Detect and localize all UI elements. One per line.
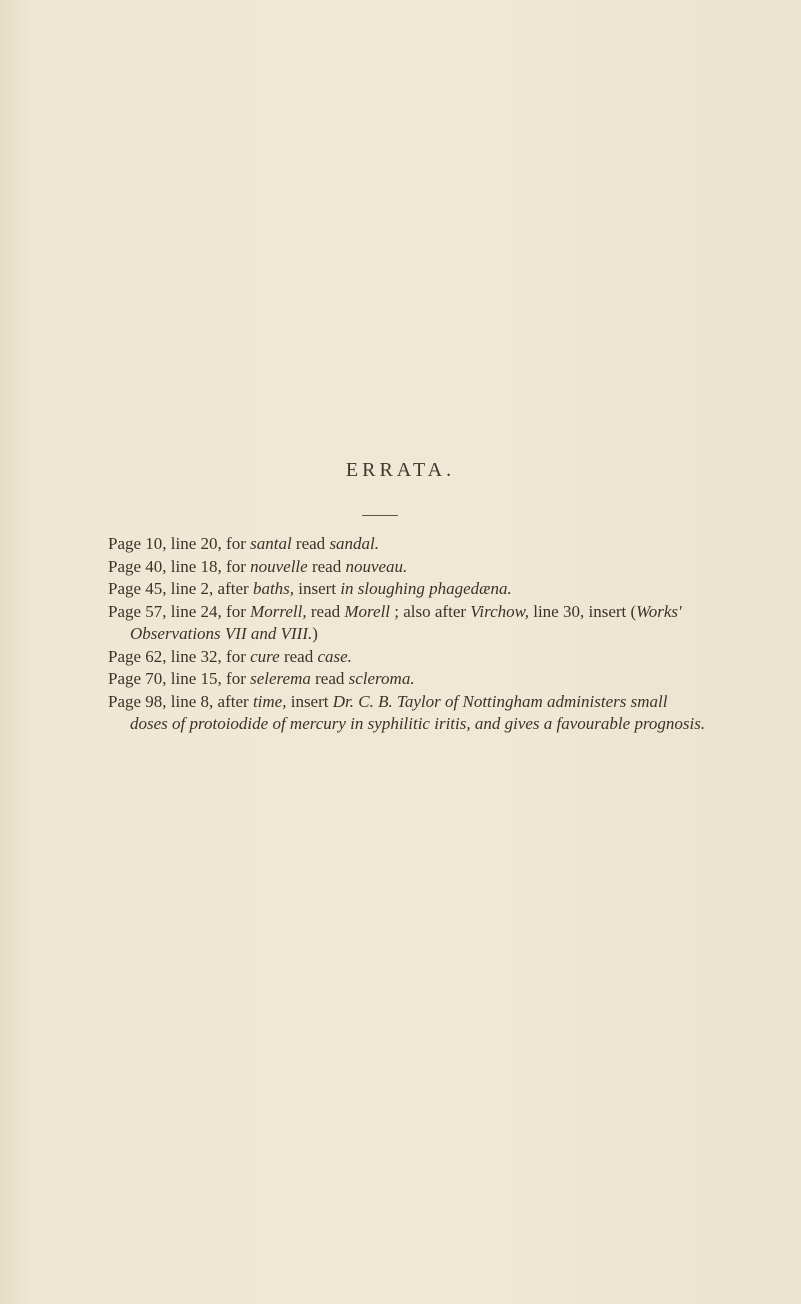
errata-text: insert [294, 579, 341, 598]
errata-text: Page 62, line 32, for [108, 646, 251, 666]
errata-entry [108, 646, 708, 669]
errata-entry [108, 691, 708, 736]
errata-text: Page 70, line 15, for [108, 669, 251, 688]
errata-text: read [279, 646, 318, 666]
errata-list [108, 533, 708, 736]
errata-text: read [310, 669, 349, 688]
errata-text: Page 45, line 2, after [108, 579, 253, 598]
errata-text: Page 10, line 20, for [108, 534, 251, 553]
title-divider [362, 515, 398, 516]
page-title: ERRATA. [345, 459, 456, 481]
errata-italic-text: nouveau. [345, 556, 408, 576]
errata-entry [108, 556, 708, 579]
errata-italic-text: Morrell, [250, 601, 307, 621]
errata-italic-text: selerema [250, 669, 311, 688]
errata-entry [108, 601, 708, 646]
errata-italic-text: Virchow, [470, 601, 529, 621]
errata-text: Page 57, line 24, for [108, 601, 251, 621]
errata-italic-text: sandal. [329, 534, 380, 553]
errata-text: ; also after [390, 601, 471, 621]
errata-italic-text: time, [252, 691, 287, 711]
errata-text: read [306, 601, 345, 621]
errata-italic-text: Works' Observations VII and VIII. [130, 601, 682, 643]
errata-text: line 30, insert ( [528, 601, 637, 621]
errata-italic-text: santal [250, 534, 292, 553]
errata-text: insert [286, 691, 333, 711]
errata-italic-text: nouvelle [250, 556, 308, 576]
errata-italic-text: Dr. C. B. Taylor of Nottingham administers small doses of protoiodide of mercury in syphilitic iritis, and gives a favourable prognosis. [130, 691, 706, 733]
errata-italic-text: Morell [344, 601, 391, 621]
errata-italic-text: cure [250, 646, 280, 666]
errata-text: read [307, 556, 346, 576]
errata-entry [108, 533, 708, 556]
errata-entry [108, 578, 708, 601]
errata-italic-text: scleroma. [348, 669, 415, 688]
errata-italic-text: case. [317, 646, 352, 666]
errata-text: ) [312, 624, 318, 643]
errata-italic-text: in sloughing phagedæna. [340, 579, 512, 598]
errata-text: Page 98, line 8, after [108, 691, 253, 711]
errata-text: read [291, 534, 330, 553]
errata-text: Page 40, line 18, for [108, 556, 251, 576]
errata-entry [108, 668, 708, 691]
errata-italic-text: baths, [252, 579, 295, 598]
